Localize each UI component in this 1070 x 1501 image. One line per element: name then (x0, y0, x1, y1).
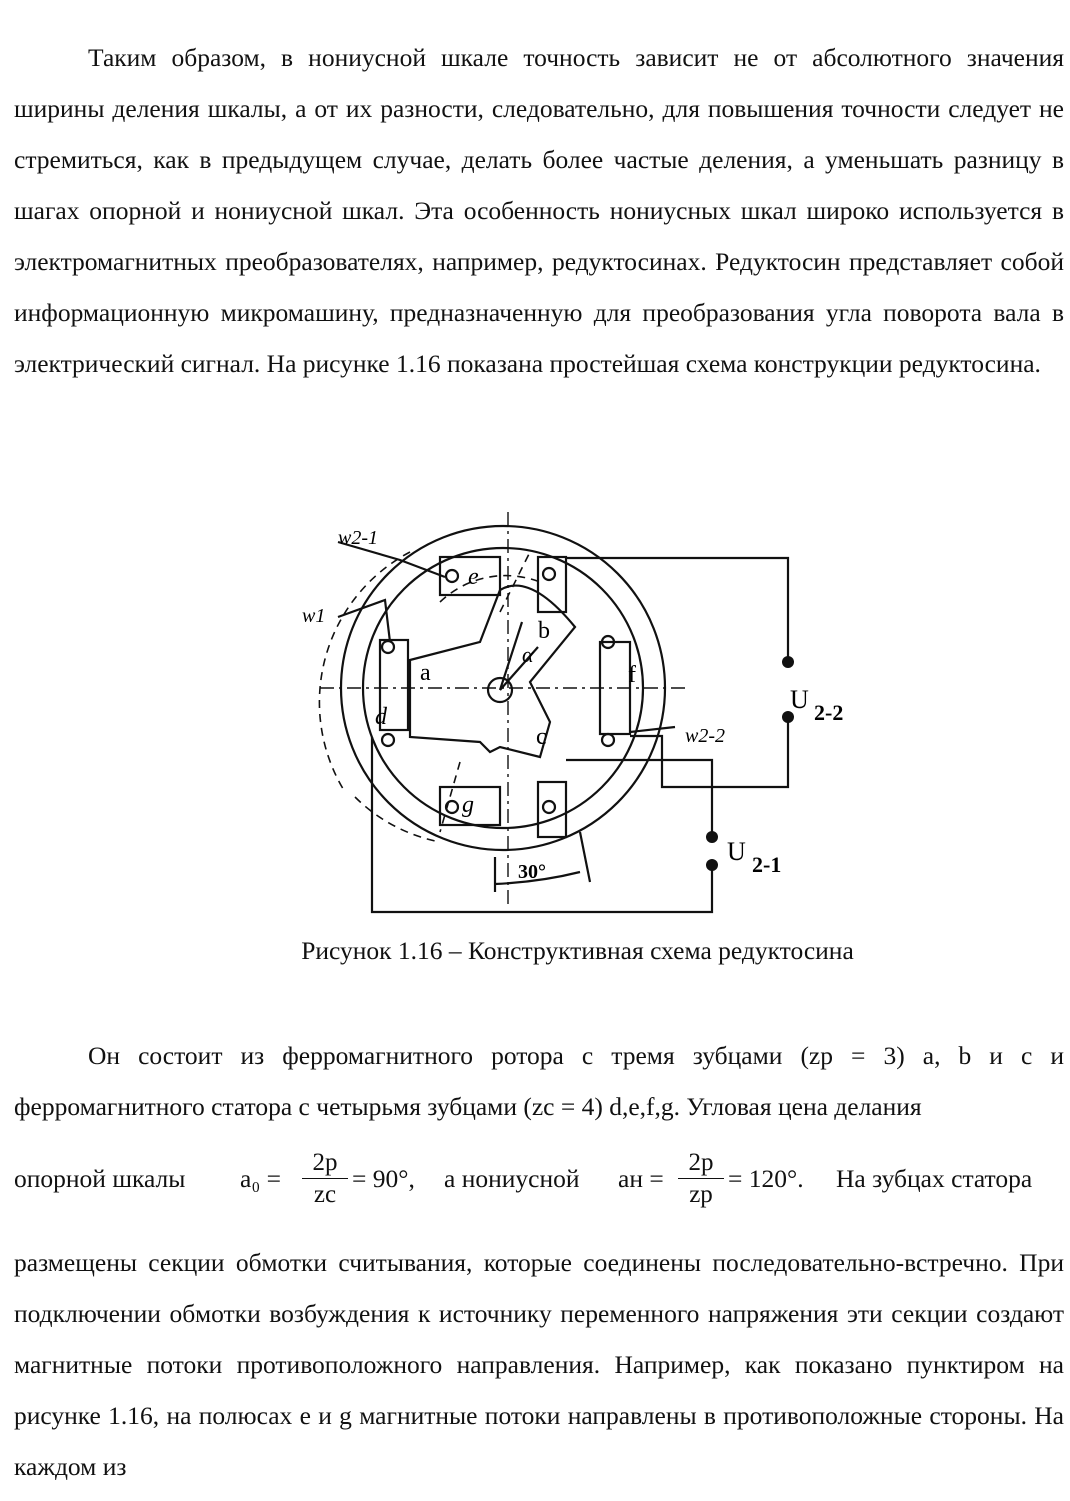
label-w1: w1 (302, 605, 326, 627)
formula-tail: На зубцах статора (836, 1164, 1033, 1193)
label-a: a (420, 660, 431, 686)
formula-mid: а нониусной (444, 1164, 580, 1193)
label-u21-sub: 2-1 (752, 852, 782, 877)
label-c: c (536, 724, 547, 750)
formula-an: aн = (618, 1164, 664, 1193)
reductosin-diagram (290, 512, 870, 922)
formula-fraction-1: 2p zс (302, 1148, 348, 1211)
figure-caption: Рисунок 1.16 – Конструктивная схема редуктосина (301, 936, 854, 965)
formula-line (14, 1148, 1064, 1228)
label-alpha: α (522, 642, 534, 667)
label-g: g (462, 792, 474, 818)
paragraph-windings: размещены секции обмотки считывания, которые соединены последовательно-встречно. При подключении обмотки возбуждения к источнику переменного напряжения эти секции создают магнитные потоки противоположного направления. Например, как показано пунктиром на рисунке 1.16, на полюсах e и g магнитные потоки направлены в противоположные стороны. На каждом из (14, 1248, 1064, 1481)
paragraph-intro: Таким образом, в нониусной шкале точность зависит не от абсолютного значения ширины деления шкалы, а от их разности, следовательно, для повышения точности следует не стремиться, как в предыдущем случае, делать более частые деления, а уменьшать разницу в шагах опорной и нониусной шкал. Эта особенность нониусных шкал широко используется в электромагнитных преобразователях, например, редуктосинах. Редуктосин представляет собой информационную микромашину, предназначенную для преобразования угла поворота вала в электрический сигнал. На рисунке 1.16 показана простейшая схема конструкции редуктосина. (14, 43, 1064, 378)
formula-result-1: = 90°, (352, 1164, 415, 1193)
label-w22: w2-2 (685, 725, 725, 747)
formula-fraction-2: 2p zр (678, 1148, 724, 1211)
formula-lead: опорной шкалы (14, 1164, 186, 1193)
label-e: e (468, 564, 479, 590)
label-angle-30: 30° (518, 861, 546, 883)
label-f: f (628, 662, 636, 688)
label-u22: U (790, 685, 809, 714)
label-u22-sub: 2-2 (814, 700, 844, 725)
label-b: b (538, 618, 550, 644)
formula-result-2: = 120°. (728, 1164, 804, 1193)
stator-pole-bottom-right (538, 782, 566, 837)
label-d: d (375, 704, 387, 730)
formula-a0: a₀ = (240, 1164, 281, 1193)
label-u21: U (727, 837, 746, 866)
label-w21: w2-1 (338, 527, 378, 549)
paragraph-description: Он состоит из ферромагнитного ротора с тремя зубцами (zр = 3) a, b и c и ферромагнитного статора с четырьмя зубцами (zс = 4) d,e,f,g. Угловая цена делания (14, 1041, 1064, 1121)
